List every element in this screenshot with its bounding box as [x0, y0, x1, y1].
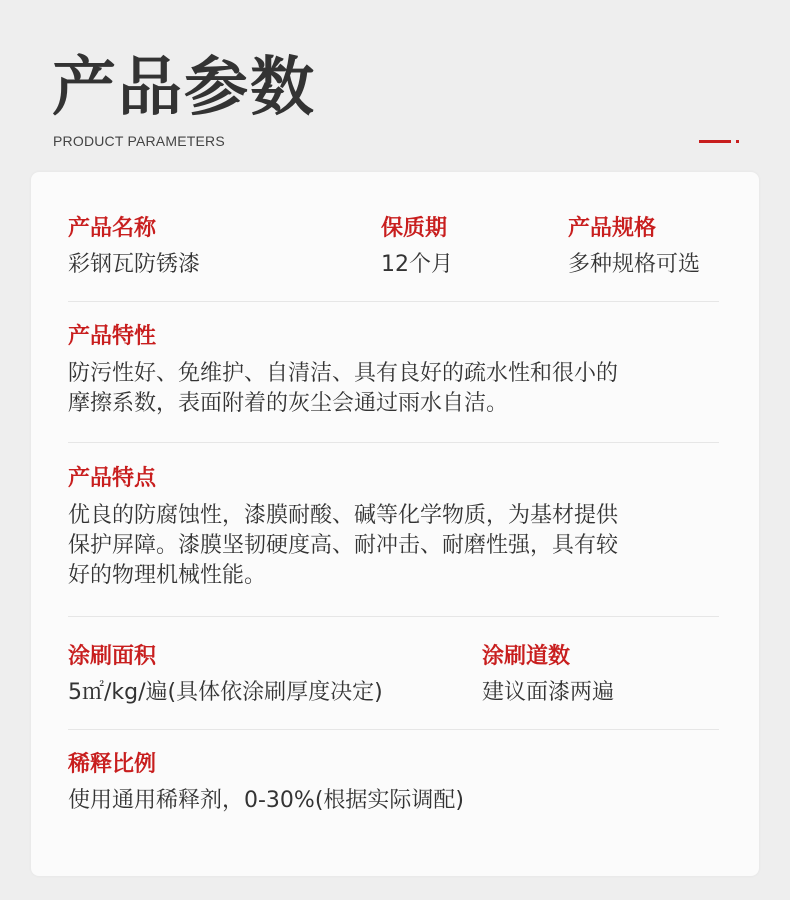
coats-label: 涂刷道数 [482, 644, 571, 669]
property-text [68, 359, 738, 419]
property-line: 防污性好、免维护、自清洁、具有良好的疏水性和很小的 [68, 361, 619, 386]
accent-line [699, 140, 731, 143]
property-label: 产品特性 [68, 324, 157, 349]
shelf-life-value: 12个月 [381, 252, 453, 277]
divider [68, 729, 719, 730]
page-title: 产品参数 [52, 51, 316, 125]
spec-label: 产品规格 [568, 216, 657, 241]
feature-label: 产品特点 [68, 466, 157, 491]
shelf-life-label: 保质期 [381, 216, 448, 241]
product-name-value: 彩钢瓦防锈漆 [68, 252, 201, 277]
feature-line: 优良的防腐蚀性，漆膜耐酸、碱等化学物质，为基材提供 [68, 503, 619, 528]
accent-dot [736, 140, 739, 143]
page-subtitle: PRODUCT PARAMETERS [53, 133, 225, 149]
feature-line: 好的物理机械性能。 [68, 563, 267, 588]
spec-value: 多种规格可选 [568, 252, 701, 277]
coverage-label: 涂刷面积 [68, 644, 157, 669]
dilution-value: 使用通用稀释剂，0-30%(根据实际调配) [68, 788, 465, 813]
coverage-value: 5㎡/kg/遍(具体依涂刷厚度决定) [68, 680, 383, 705]
parameters-card [31, 172, 759, 876]
feature-text [68, 501, 738, 591]
product-name-label: 产品名称 [68, 216, 157, 241]
coats-value: 建议面漆两遍 [482, 680, 615, 705]
divider [68, 442, 719, 443]
divider [68, 301, 719, 302]
divider [68, 616, 719, 617]
dilution-label: 稀释比例 [68, 752, 157, 777]
feature-line: 保护屏障。漆膜坚韧硬度高、耐冲击、耐磨性强，具有较 [68, 533, 619, 558]
property-line: 摩擦系数，表面附着的灰尘会通过雨水自洁。 [68, 391, 509, 416]
